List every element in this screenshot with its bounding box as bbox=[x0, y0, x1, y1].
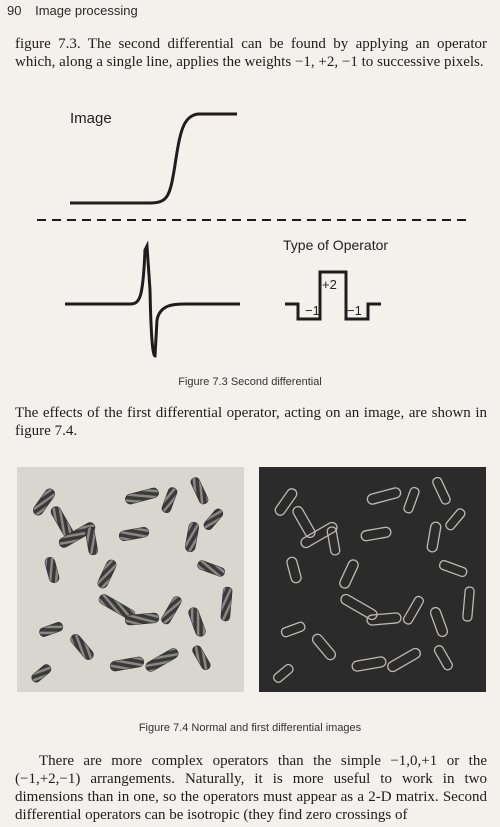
differential-edges-graphic bbox=[259, 467, 486, 692]
image-step-curve bbox=[70, 114, 237, 203]
first-differential-image bbox=[259, 467, 486, 692]
body-paragraph-1: figure 7.3. The second differential can be found by applying an operator which, along a single line, applies the weights −1, +2, −1 to successive pixels. bbox=[15, 36, 487, 70]
weight-center-label: +2 bbox=[322, 277, 337, 292]
operator-type-label: Type of Operator bbox=[283, 237, 389, 253]
page-number: 90 bbox=[7, 3, 22, 18]
figure-7-3-caption: Figure 7.3 Second differential bbox=[178, 376, 322, 388]
figure-7-3-diagram bbox=[0, 0, 500, 400]
normal-chromosomes-graphic bbox=[17, 467, 244, 692]
weight-right-label: −1 bbox=[347, 303, 362, 318]
second-differential-curve bbox=[65, 246, 240, 356]
weight-left-label: −1 bbox=[305, 303, 320, 318]
normal-chromosome-image bbox=[17, 467, 244, 692]
body-paragraph-3: There are more complex operators than the simple −1,0,+1 or the (−1,+2,−1) arrangements. Naturally, it is more useful to work in two dimensions than in one, so the operators must appear as a 2-D matrix. Second differential operators can be isotropic (they find zero crossings of bbox=[15, 753, 487, 823]
figure-7-4-caption: Figure 7.4 Normal and first differential images bbox=[138, 722, 362, 734]
section-title: Image processing bbox=[35, 3, 138, 18]
image-label: Image bbox=[70, 110, 112, 127]
body-paragraph-2: The effects of the first differential operator, acting on an image, are shown in figure 7.4. bbox=[15, 405, 487, 439]
